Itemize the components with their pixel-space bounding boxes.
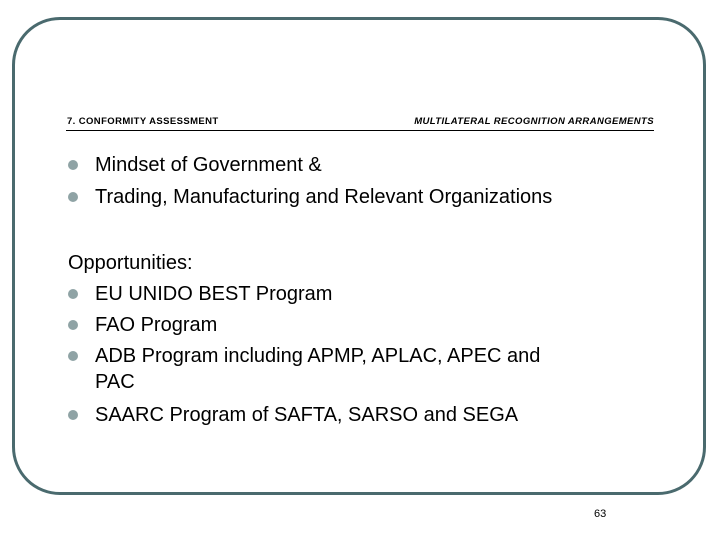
list-item: Trading, Manufacturing and Relevant Organizations — [95, 186, 553, 208]
list-item: EU UNIDO BEST Program — [95, 283, 333, 305]
list-item: Mindset of Government & — [95, 154, 322, 176]
opportunities-heading: Opportunities: — [68, 252, 193, 274]
list-item-continuation: PAC — [95, 371, 135, 393]
bullet-icon — [68, 289, 78, 299]
bullet-icon — [68, 351, 78, 361]
list-item: SAARC Program of SAFTA, SARSO and SEGA — [95, 404, 519, 426]
bullet-icon — [68, 192, 78, 202]
section-subtitle: MULTILATERAL RECOGNITION ARRANGEMENTS — [414, 116, 654, 127]
page-number: 63 — [594, 508, 607, 520]
bullet-icon — [68, 160, 78, 170]
list-item: ADB Program including APMP, APLAC, APEC and — [95, 345, 541, 367]
bullet-icon — [68, 410, 78, 420]
bullet-icon — [68, 320, 78, 330]
section-title: 7. CONFORMITY ASSESSMENT — [67, 116, 219, 127]
header-rule — [66, 130, 654, 131]
list-item: FAO Program — [95, 314, 218, 336]
